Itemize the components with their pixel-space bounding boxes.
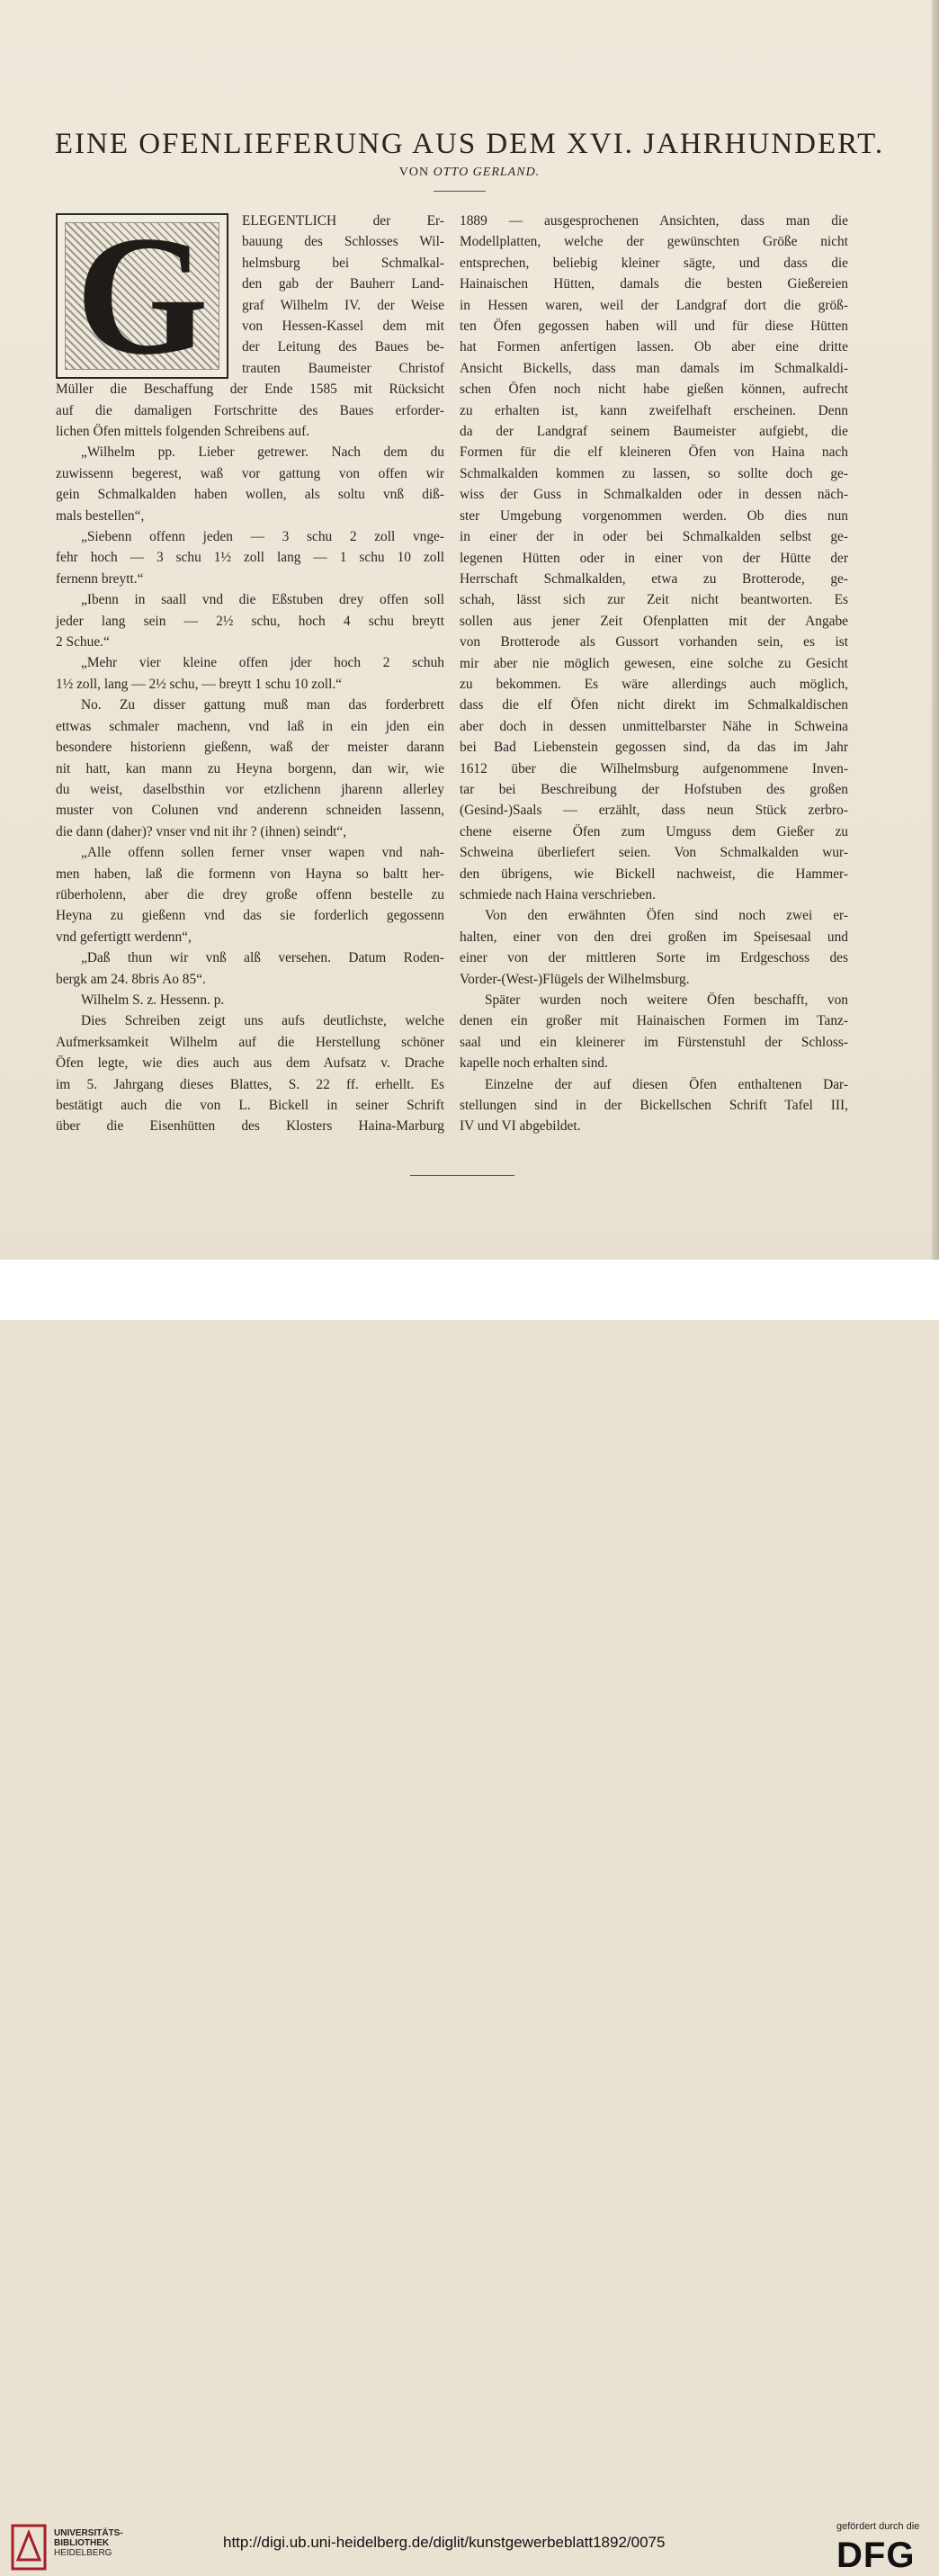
text-line: entsprechen, beliebig kleiner sägte, und dass die: [460, 255, 848, 271]
title-divider: [434, 191, 486, 192]
byline-prefix: VON: [398, 166, 430, 179]
left-column: [56, 211, 444, 1137]
text-line: im 5. Jahrgang dieses Blattes, S. 22 ff. erhellt. Es: [56, 1076, 444, 1092]
text-line: sollen aus jener Zeit Ofenplatten mit der Angabe: [460, 613, 848, 629]
text-line: Formen für die elf kleineren Öfen von Haina nach: [460, 444, 848, 461]
text-line: nit hatt, kan mann zu Heyna borgenn, dan wir, wie: [56, 760, 444, 776]
text-line: Wilhelm S. z. Hessenn. p.: [81, 992, 225, 1008]
text-line: „Siebenn offenn jeden — 3 schu 2 zoll vnge-: [81, 529, 444, 545]
text-line: über die Eisenhütten des Klosters Haina-Marburg: [56, 1118, 444, 1135]
text-line: helmsburg bei Schmalkal-: [242, 255, 444, 271]
text-line: Öfen legte, wie dies auch aus dem Aufsatz v. Drache: [56, 1055, 444, 1072]
text-line: schmiede nach Haina verschrieben.: [460, 887, 656, 902]
text-line: die dann (daher)? vnser vnd nit ihr ? (ihnen) seindt“,: [56, 823, 347, 839]
text-line: einer von der mittleren Sorte im Erdgeschoss des: [460, 950, 848, 966]
text-line: Schmalkalden kommen zu lassen, so sollte doch ge-: [460, 465, 848, 481]
text-line: vnd gefertigtt werdenn“,: [56, 929, 192, 945]
text-line: wiss der Guss in Schmalkalden oder in dessen näch-: [460, 487, 848, 503]
text-line: hat Formen anfertigen lassen. Ob aber eine dritte: [460, 339, 848, 355]
scanned-page: [0, 0, 939, 1260]
text-line: gein Schmalkalden haben wollen, als soltu vnß diß-: [56, 487, 444, 503]
text-line: in einer der in oder bei Schmalkalden selbst ge-: [460, 529, 848, 545]
funding-note: gefördert durch die: [836, 2521, 920, 2532]
text-line: da der Landgraf seinem Baumeister aufgiebt, die: [460, 424, 848, 440]
text-line: „Alle offenn sollen ferner vnser wapen vnd nah-: [81, 845, 444, 861]
text-line: chene eiserne Öfen zum Umguss dem Gießer zu: [460, 823, 848, 839]
text-line: „Ibenn in saall vnd die Eßstuben drey offen soll: [81, 592, 444, 608]
text-line: IV und VI abgebildet.: [460, 1118, 581, 1135]
text-line: jeder lang sein — 2½ schu, hoch 4 schu breytt: [56, 613, 444, 629]
text-line: muster von Colunen vnd anderenn schneiden lassenn,: [56, 803, 444, 819]
text-line: „Mehr vier kleine offen jder hoch 2 schuh: [81, 655, 444, 671]
text-line: denen ein großer mit Hainaischen Formen im Tanz-: [460, 1013, 848, 1029]
text-line: zuwissenn begerest, waß vor gattung von offen wir: [56, 465, 444, 481]
text-line: du weist, daselbsthin vor etzlichenn jharenn allerley: [56, 781, 444, 797]
text-line: fehr hoch — 3 schu 1½ zoll lang — 1 schu 10 zoll: [56, 550, 444, 566]
text-line: 2 Schue.“: [56, 634, 110, 651]
drop-cap-spacer: [56, 211, 444, 379]
text-line: halten, einer von den drei großen im Speisesaal und: [460, 929, 848, 945]
text-line: in Hessen waren, weil der Landgraf dort die größ-: [460, 297, 848, 313]
footer-bar: [0, 1260, 939, 2575]
text-line: mals bestellen“,: [56, 507, 145, 524]
text-line: von Hessen-Kassel dem mit: [242, 319, 444, 335]
text-line: der Leitung des Baues be-: [242, 339, 444, 355]
text-line: „Daß thun wir vnß alß versehen. Datum Roden-: [81, 950, 444, 966]
text-line: zu bekommen. Es wäre allerdings auch möglich,: [460, 676, 848, 692]
author-name: OTTO GERLAND.: [433, 166, 541, 179]
text-line: graf Wilhelm IV. der Weise: [242, 297, 444, 313]
text-line: Herrschaft Schmalkalden, etwa zu Brotterode, ge-: [460, 570, 848, 587]
text-line: schen Öfen noch nicht habe gießen können, aufrecht: [460, 381, 848, 398]
text-line: bei Bad Liebenstein gegossen sind, da das im Jahr: [460, 740, 848, 756]
text-line: Modellplatten, welche der gewünschten Größe nicht: [460, 234, 848, 250]
text-line: men haben, laß die formenn von Hayna so baltt her-: [56, 866, 444, 882]
text-line: auf die damaligen Fortschritte des Baues erforder-: [56, 402, 444, 418]
text-line: mir aber nie möglich gewesen, eine solche zu Gesicht: [460, 655, 848, 671]
text-line: zu erhalten ist, kann zweifelhaft erscheinen. Denn: [460, 402, 848, 418]
text-line: lichen Öfen mittels folgenden Schreibens auf.: [56, 424, 310, 439]
text-line: aber doch in dessen unmittelbarster Nähe in Schweina: [460, 718, 848, 734]
text-line: trauten Baumeister Christof: [242, 360, 444, 376]
text-line: schah, lässt sich zur Zeit nicht beantworten. Es: [460, 592, 848, 608]
text-line: Müller die Beschaffung der Ende 1585 mit Rücksicht: [56, 381, 444, 398]
institution-line-3: HEIDELBERG: [54, 2548, 112, 2558]
text-line: fernenn breytt.“: [56, 570, 144, 587]
text-line: Aufmerksamkeit Wilhelm auf die Herstellung schöner: [56, 1034, 444, 1050]
text-line: Schweina überliefert seien. Von Schmalkalden wur-: [460, 845, 848, 861]
text-line: ELEGENTLICH der Er-: [242, 213, 444, 229]
text-line: 1½ zoll, lang — 2½ schu, — breytt 1 schu 10 zoll.“: [56, 676, 343, 692]
text-line: ettwas schmaler machenn, vnd laß in ein jden ein: [56, 718, 444, 734]
text-line: von Brotterode als Gussort vorhanden sein, es ist: [460, 634, 848, 651]
text-line: No. Zu disser gattung muß man das forderbrett: [81, 697, 444, 714]
text-line: den übrigens, wie Bickell nachweist, die Hammer-: [460, 866, 848, 882]
text-line: Ansicht Bickells, dass man damals im Schmalkaldi-: [460, 360, 848, 376]
text-line: bauung des Schlosses Wil-: [242, 234, 444, 250]
text-line: kapelle noch erhalten sind.: [460, 1055, 608, 1072]
text-line: dass die elf Öfen nicht direkt im Schmalkaldischen: [460, 697, 848, 714]
text-line: legenen Hütten oder in einer von der Hütte der: [460, 550, 848, 566]
text-line: Hainaischen Hütten, damals die besten Gießereien: [460, 276, 848, 292]
text-line: ten Öfen gegossen haben will und für diese Hütten: [460, 319, 848, 335]
text-line: 1612 über die Wilhelmsburg aufgenommene Inven-: [460, 760, 848, 776]
institution-line-2: BIBLIOTHEK: [54, 2538, 110, 2548]
text-line: besondere historienn gießenn, waß der meister darann: [56, 740, 444, 756]
byline: [0, 166, 939, 180]
text-line: „Wilhelm pp. Lieber getrewer. Nach dem du: [81, 444, 444, 461]
article-title: EINE OFENLIEFERUNG AUS DEM XVI. JAHRHUNDERT.: [54, 128, 885, 160]
text-line: 1889 — ausgesprochenen Ansichten, dass man die: [460, 213, 848, 229]
dfg-logo[interactable]: DFG: [836, 2536, 916, 2575]
institution-line-1: UNIVERSITÄTS-: [54, 2528, 123, 2538]
text-line: bestätigt auch die von L. Bickell in seiner Schrift: [56, 1098, 444, 1113]
university-library-logo-icon[interactable]: [11, 2524, 47, 2571]
page-edge: [932, 0, 939, 1260]
text-line: stellungen sind in der Bickellschen Schrift Tafel III,: [460, 1098, 848, 1114]
text-line: Dies Schreiben zeigt uns aufs deutlichste, welche: [81, 1013, 444, 1029]
drop-cap-letter: G: [58, 215, 227, 377]
text-line: (Gesind-)Saals — erzählt, dass neun Stück zerbro-: [460, 803, 848, 819]
institution-name: [54, 2528, 123, 2558]
right-column: [460, 211, 848, 1137]
end-divider: [410, 1175, 514, 1176]
text-line: rüberholenn, aber die drey große offenn bestelle zu: [56, 886, 444, 902]
text-line: Heyna zu gießenn vnd das sie forderlich gegossenn: [56, 908, 444, 924]
text-line: ster Umgebung vorgenommen werden. Ob dies nun: [460, 507, 848, 524]
text-line: bergk am 24. 8bris Ao 85“.: [56, 971, 206, 987]
text-line: Später wurden noch weitere Öfen beschafft, von: [485, 992, 848, 1009]
text-line: Einzelne der auf diesen Öfen enthaltenen Dar-: [485, 1076, 848, 1092]
text-line: Vorder-(West-)Flügels der Wilhelmsburg.: [460, 971, 690, 987]
text-line: saal und ein kleinerer im Fürstenstuhl der Schloss-: [460, 1034, 848, 1050]
text-line: tar bei Beschreibung der Hofstuben des großen: [460, 781, 848, 797]
source-url-link[interactable]: http://digi.ub.uni-heidelberg.de/diglit/kunstgewerbeblatt1892/0075: [223, 2534, 666, 2551]
text-line: den gab der Bauherr Land-: [242, 276, 444, 292]
text-line: Von den erwähnten Öfen sind noch zwei er-: [485, 908, 848, 924]
